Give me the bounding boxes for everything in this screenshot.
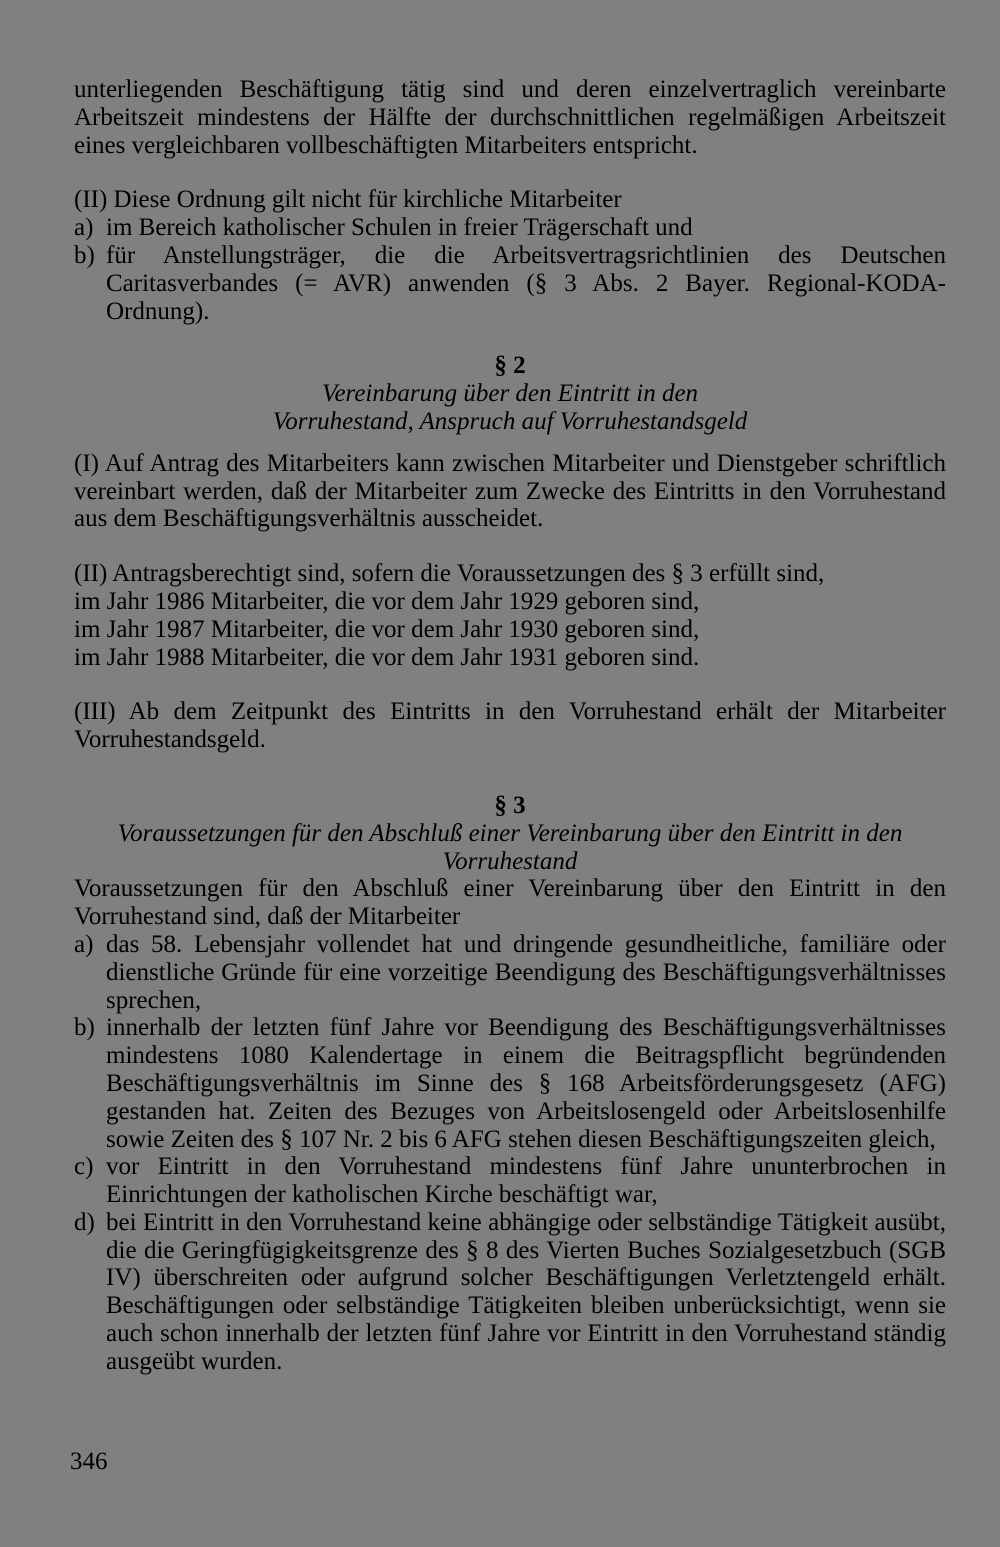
list-item xyxy=(74,1014,946,1153)
list-item-text: für Anstellungsträger, die die Arbeitsvertragsrichtlinien des Deutschen Caritasverbandes (= AVR) anwenden (§ 3 Abs. 2 Bayer. Regional-KODA-Ordnung). xyxy=(106,241,946,325)
section-2-title-line-1: Vereinbarung über den Eintritt in den xyxy=(321,380,699,408)
section-2-paragraph-ii-line: (II) Antragsberechtigt sind, sofern die Voraussetzungen des § 3 erfüllt sind, xyxy=(74,560,825,588)
section-3-title-line-2: Vorruhestand xyxy=(442,847,578,875)
section-2-number: § 2 xyxy=(494,352,526,380)
list-item-text: im Bereich katholischer Schulen in freier Trägerschaft und xyxy=(106,214,693,242)
section-2-paragraph-ii-line: im Jahr 1987 Mitarbeiter, die vor dem Jahr 1930 geboren sind, xyxy=(74,615,700,643)
list-item-text: das 58. Lebensjahr vollendet hat und dringende gesundheitliche, familiäre oder dienstliche Gründe für eine vorzeitige Beendigung des Beschäftigungsverhältnisses sprechen, xyxy=(106,930,946,1014)
section-3-title-line-1: Voraussetzungen für den Abschluß einer Vereinbarung über den Eintritt in den xyxy=(117,819,903,847)
document-page xyxy=(74,76,946,1376)
list-item xyxy=(74,1209,946,1376)
list-item xyxy=(74,931,946,1014)
section-2-title-line-2: Vorruhestand, Anspruch auf Vorruhestandsgeld xyxy=(272,407,748,435)
list-item-label: a) xyxy=(74,214,94,242)
section1-paragraph-ii-intro: (II) Diese Ordnung gilt nicht für kirchliche Mitarbeiter xyxy=(74,186,622,214)
list-item-label: b) xyxy=(74,241,95,269)
list-item-text: bei Eintritt in den Vorruhestand keine abhängige oder selbständige Tätigkeit ausübt, die die Geringfügigkeitsgrenze des § 8 des Vierten Buches Sozialgesetzbuch (SGB IV) überschreiten oder aufgrund solcher Beschäftigungen Verletztengeld erhält. Beschäftigungen oder selbständige Tätigkeiten bleiben unberücksichtigt, wenn sie auch schon innerhalb der letzten fünf Jahre vor Eintritt in den Vorruhestand ständig ausgeübt wurden. xyxy=(106,1208,946,1375)
list-item xyxy=(74,214,946,242)
list-item-label: d) xyxy=(74,1208,95,1236)
section-3-number: § 3 xyxy=(494,791,526,819)
section-2-paragraph-ii xyxy=(74,560,946,671)
list-item-text: innerhalb der letzten fünf Jahre vor Beendigung des Beschäftigungsverhältnisses mindestens 1080 Kalendertage in einem die Beitragspflicht begründenden Beschäftigungsverhältnis im Sinne des § 168 Arbeitsförderungsgesetz (AFG) gestanden hat. Zeiten des Bezuges von Arbeitslosengeld oder Arbeitslosenhilfe sowie Zeiten des § 107 Nr. 2 bis 6 AFG stehen diesen Beschäftigungszeiten gleich, xyxy=(106,1014,946,1153)
section-3-heading xyxy=(74,792,946,875)
section-2-paragraph-ii-line: im Jahr 1986 Mitarbeiter, die vor dem Jahr 1929 geboren sind, xyxy=(74,587,700,615)
section-2-paragraph-ii-line: im Jahr 1988 Mitarbeiter, die vor dem Jahr 1931 geboren sind. xyxy=(74,643,700,671)
list-item-label: a) xyxy=(74,930,94,958)
section-2-heading xyxy=(74,352,946,435)
top-paragraph: unterliegenden Beschäftigung tätig sind und deren einzelvertraglich vereinbarte Arbeitszeit mindestens der Hälfte der durchschnittlichen regelmäßigen Arbeitszeit eines vergleichbaren vollbeschäftigten Mitarbeiters entspricht. xyxy=(74,76,946,159)
list-item-label: c) xyxy=(74,1153,94,1181)
section-2-paragraph-iii: (III) Ab dem Zeitpunkt des Eintritts in den Vorruhestand erhält der Mitarbeiter Vorruhestandsgeld. xyxy=(74,698,946,754)
section-2-paragraph-i: (I) Auf Antrag des Mitarbeiters kann zwischen Mitarbeiter und Dienstgeber schriftlich vereinbart werden, daß der Mitarbeiter zum Zwecke des Eintritts in den Vorruhestand aus dem Beschäftigungsverhältnis ausscheidet. xyxy=(74,449,946,533)
list-item xyxy=(74,1153,946,1209)
list-item xyxy=(74,242,946,325)
page-number: 346 xyxy=(70,1448,108,1475)
section-3-intro: Voraussetzungen für den Abschluß einer Vereinbarung über den Eintritt in den Vorruhestand sind, daß der Mitarbeiter xyxy=(74,875,946,931)
list-item-label: b) xyxy=(74,1014,95,1042)
list-item-text: vor Eintritt in den Vorruhestand mindestens fünf Jahre ununterbrochen in Einrichtungen der katholischen Kirche beschäftigt war, xyxy=(106,1153,946,1209)
